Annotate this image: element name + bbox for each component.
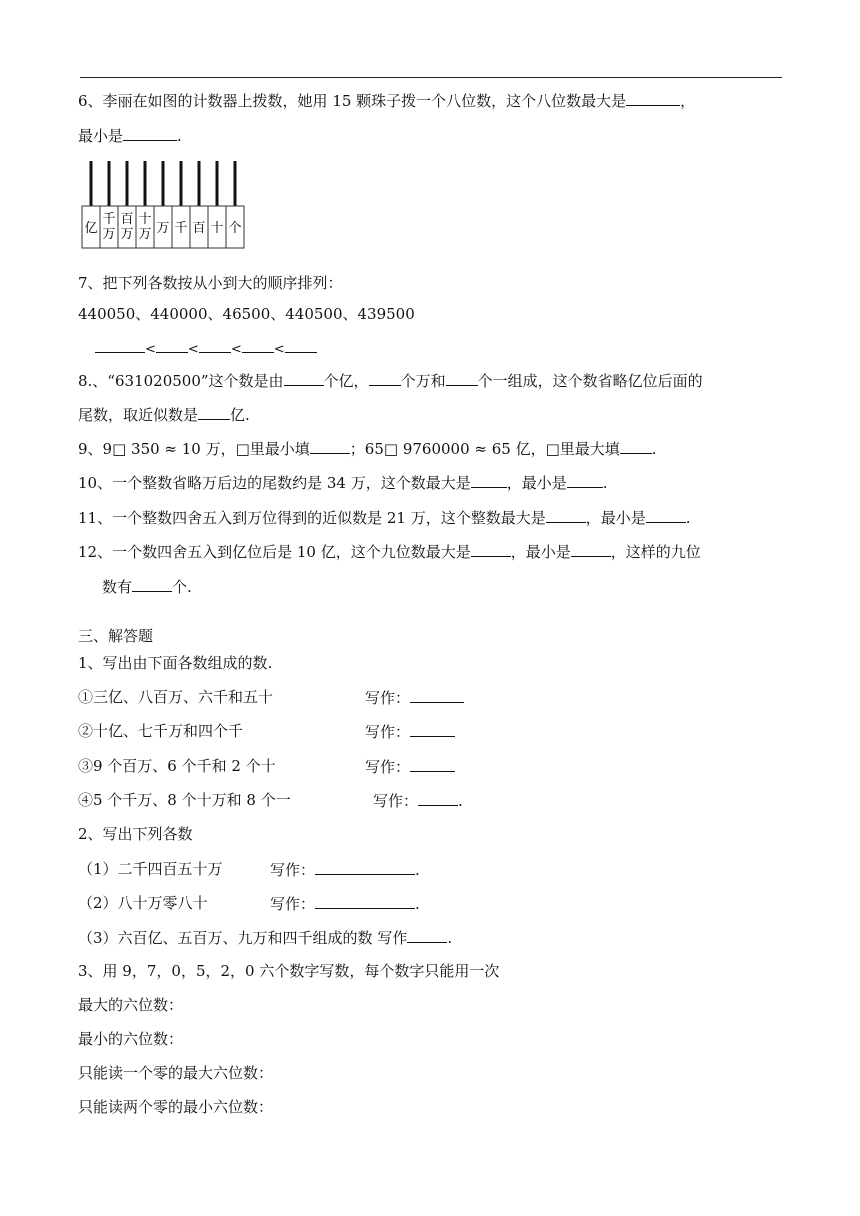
answer-blank[interactable] [471,472,507,488]
q8-text: 8.、“631020500”这个数是由 [78,372,284,390]
q9-text: . [651,440,657,458]
abacus-place-label: 万 [156,221,170,236]
item-text: （2）八十万零八十 [78,894,208,912]
q12-text: ，这样的九位 [610,543,701,561]
answer-blank[interactable] [567,472,603,488]
answer-blank[interactable] [95,337,145,353]
q7-numbers: 440050、440000、46500、440500、439500 [78,305,415,323]
s2-item-2 [78,893,208,913]
answer-blank[interactable] [410,756,455,772]
less-than: < [273,342,285,357]
s3-item-1: 最大的六位数： [78,996,184,1014]
q9-text: 9、9□ 350 ≈ 10 万，□里最小填 [78,440,310,458]
q12-text: 12、一个数四舍五入到亿位后是 10 亿，这个九位数最大是 [78,543,471,561]
answer-blank[interactable] [626,90,680,106]
abacus-place-label: 千 [174,221,188,236]
abacus-place-label: 百万 [120,212,134,242]
write-label: 写作： [373,792,419,810]
answer-blank[interactable] [571,541,611,557]
s1-item-3-write [365,756,455,777]
answer-blank[interactable] [446,370,478,386]
top-rule [80,77,782,78]
item-text: （1）二千四百五十万 [78,860,223,878]
q7-line1: 7、把下列各数按从小到大的顺序排列： [78,274,343,292]
s3-item-4: 只能读两个零的最小六位数： [78,1098,274,1116]
answer-blank[interactable] [198,404,230,420]
answer-blank[interactable] [242,337,274,353]
answer-blank[interactable] [418,790,458,806]
write-label: 写作： [365,723,411,741]
s1-item-4-write [373,790,463,811]
q10-text: . [602,474,608,492]
q11-text: . [685,509,691,527]
less-than: < [145,342,156,357]
answer-blank[interactable] [123,125,177,141]
q9-text: ；65□ 9760000 ≈ 65 亿，□里最大填 [349,440,620,458]
s1-item-3 [78,756,276,776]
q6-text-end: . [177,127,182,145]
abacus-place-label: 亿 [84,221,98,236]
answer-blank[interactable] [369,370,401,386]
q12-line1 [78,541,701,562]
item-end: . [415,861,420,879]
q11-line [78,507,691,528]
q10-line [78,472,608,493]
s2-item-2-write [270,893,420,914]
q12-text: ，最小是 [510,543,571,561]
s1-item-2 [78,721,243,741]
s2-title: 2、写出下列各数 [78,825,193,843]
q8-text: 个万和 [400,372,446,390]
answer-blank[interactable] [410,721,455,737]
q8-text: 个亿， [323,372,369,390]
item-end: . [415,895,420,913]
s3-item-2: 最小的六位数： [78,1030,184,1048]
q10-text: 10、一个整数省略万后边的尾数约是 34 万，这个数最大是 [78,474,471,492]
s1-item-4 [78,790,291,810]
answer-blank[interactable] [199,337,231,353]
q6-text: 6、李丽在如图的计数器上拨数，她用 15 颗珠子拨一个八位数，这个八位数最大是 [78,92,627,110]
q8-line1 [78,370,703,391]
abacus-cells [84,206,241,248]
q6-line1 [78,90,695,111]
item-text: （3）六百亿、五百万、九万和四千组成的数 写作 [78,929,408,947]
answer-blank[interactable] [620,438,652,454]
answer-blank[interactable] [315,859,415,875]
abacus-place-label: 千万 [102,212,116,242]
answer-blank[interactable] [156,337,188,353]
q11-text: ，最小是 [585,509,646,527]
s1-item-1-write [365,687,464,708]
q12-line2 [102,576,192,597]
q8-text: 亿. [230,406,250,424]
answer-blank[interactable] [284,370,324,386]
s1-item-1 [78,687,273,707]
item-end: . [458,792,463,810]
s2-item-3 [78,927,452,948]
q8-text: 尾数，取近似数是 [78,406,199,424]
q9-line [78,438,657,459]
abacus-place-label: 个 [228,221,242,236]
q6-text-end: ， [680,92,696,110]
q12-text: 个. [172,578,192,596]
answer-blank[interactable] [471,541,511,557]
abacus-rods [91,161,235,206]
write-label: 写作： [365,758,411,776]
answer-blank[interactable] [132,576,172,592]
s1-title: 1、写出由下面各数组成的数. [78,654,273,672]
item-text: ②十亿、七千万和四个千 [78,722,244,740]
q8-text: 个一组成，这个数省略亿位后面的 [477,372,703,390]
s2-item-1 [78,859,223,879]
answer-blank[interactable] [310,438,350,454]
item-text: ①三亿、八百万、六千和五十 [78,688,274,706]
abacus-place-label: 十 [210,221,224,236]
q8-line2 [78,404,250,425]
item-text: ④5 个千万、8 个十万和 8 个一 [78,791,291,809]
write-label: 写作： [365,689,411,707]
item-text: ③9 个百万、6 个千和 2 个十 [78,757,276,775]
q10-text: ，最小是 [506,474,567,492]
q12-text: 数有 [102,578,133,596]
abacus-place-label: 十万 [138,212,152,242]
answer-blank[interactable] [646,507,686,523]
less-than: < [187,342,199,357]
write-label: 写作： [270,861,316,879]
q7-order-line [95,337,317,360]
s3-item-3: 只能读一个零的最大六位数： [78,1064,274,1082]
q6-text: 最小是 [78,127,124,145]
answer-blank[interactable] [285,337,317,353]
item-end: . [447,929,453,947]
less-than: < [230,342,242,357]
s1-item-2-write [365,721,455,742]
abacus-place-label: 百 [192,221,206,236]
q6-line2 [78,125,182,146]
answer-blank[interactable] [315,893,415,909]
s2-item-1-write [270,859,420,880]
q11-text: 11、一个整数四舍五入到万位得到的近似数是 21 万，这个整数最大是 [78,509,546,527]
answer-blank[interactable] [546,507,586,523]
write-label: 写作： [270,895,316,913]
section-title: 三、解答题 [78,627,154,645]
answer-blank[interactable] [407,927,447,943]
abacus-diagram [81,157,246,253]
s3-title: 3、用 9，7，0，5，2，0 六个数字写数，每个数字只能用一次 [78,962,500,980]
answer-blank[interactable] [410,687,464,703]
